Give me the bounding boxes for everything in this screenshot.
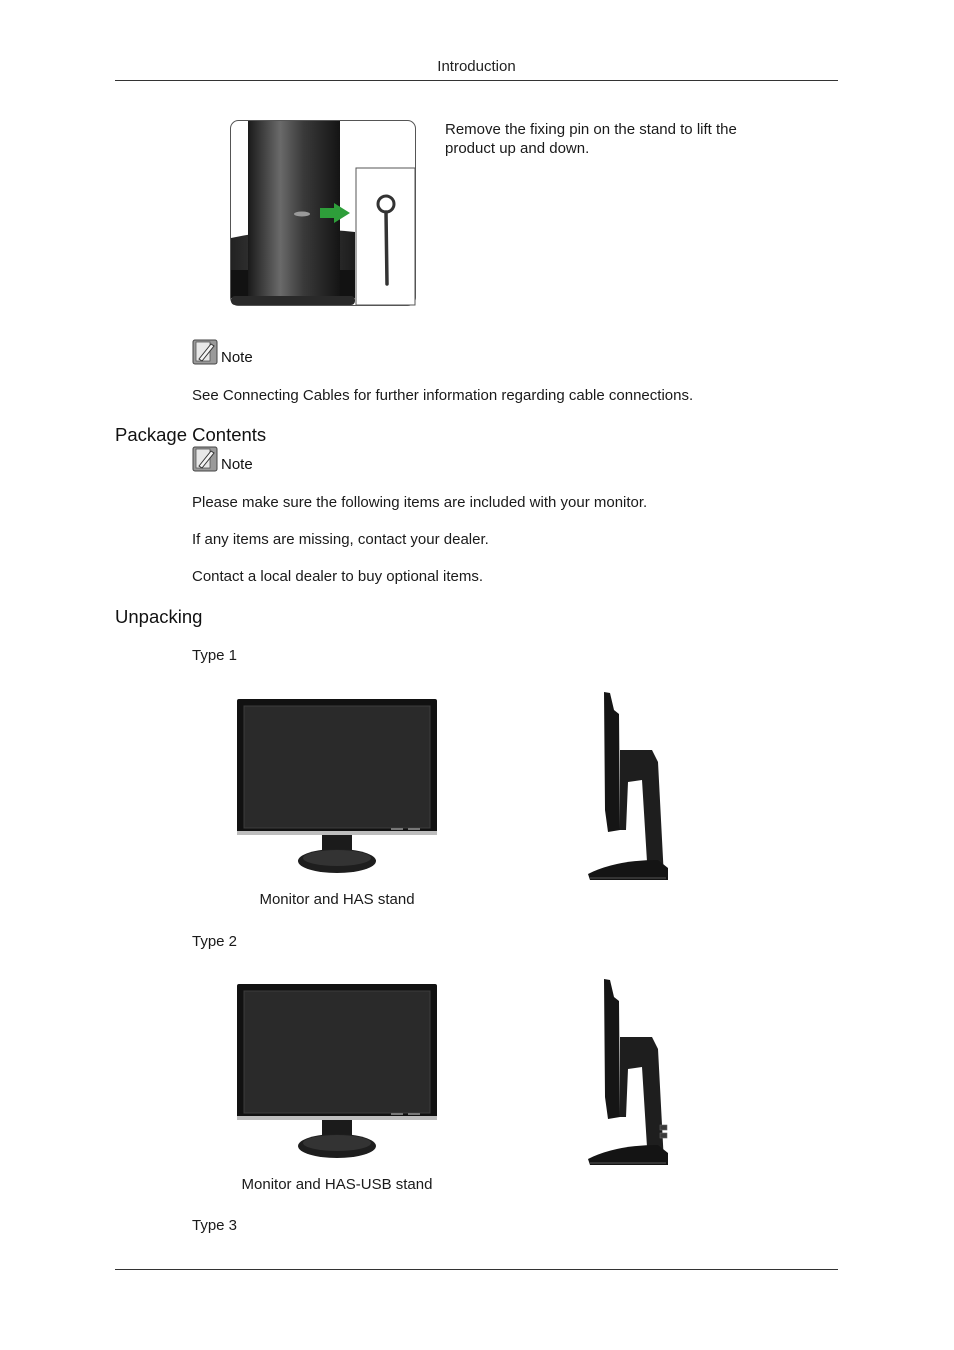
package-line-1: Please make sure the following items are included with your monitor.	[192, 494, 648, 511]
page-header-title: Introduction	[437, 58, 516, 75]
section-heading-unpacking: Unpacking	[115, 606, 203, 627]
monitor-front-illustration	[236, 698, 438, 878]
header-rule	[115, 80, 838, 81]
note-label: Note	[221, 349, 253, 366]
monitor-side-illustration	[586, 690, 672, 882]
type-label-3: Type 3	[192, 1217, 238, 1234]
monitor-front-illustration	[236, 983, 438, 1163]
caption-type-2: Monitor and HAS-USB stand	[241, 1176, 433, 1193]
section-heading-package-contents: Package Contents	[115, 424, 267, 445]
caption-type-1: Monitor and HAS stand	[259, 891, 415, 908]
note-icon	[192, 339, 218, 365]
pin-instruction-text: Remove the fixing pin on the stand to lift the product up and down.	[445, 121, 737, 157]
footer-rule	[115, 1269, 838, 1270]
note-label: Note	[221, 456, 253, 473]
type-label-1: Type 1	[192, 647, 238, 664]
note-text-connecting-cables: See Connecting Cables for further information regarding cable connections.	[192, 387, 694, 404]
type-label-2: Type 2	[192, 933, 238, 950]
stand-pin-svg	[230, 120, 416, 306]
note-icon	[192, 446, 218, 472]
package-line-3: Contact a local dealer to buy optional items.	[192, 568, 483, 585]
stand-pin-illustration	[230, 120, 416, 306]
package-line-2: If any items are missing, contact your dealer.	[192, 531, 489, 548]
monitor-side-illustration	[586, 977, 672, 1169]
